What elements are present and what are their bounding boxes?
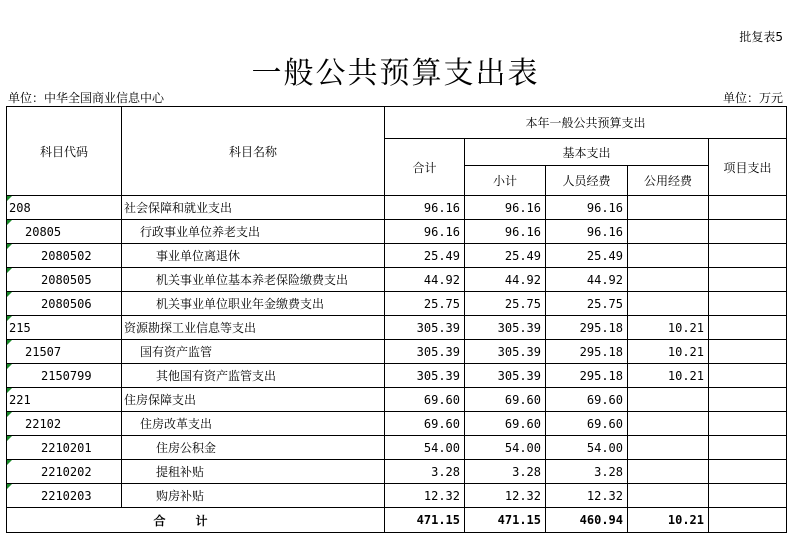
public-cell[interactable]: 10.21 xyxy=(628,364,709,388)
table-row[interactable] xyxy=(7,484,787,508)
total-row[interactable] xyxy=(7,508,787,533)
header-subtotal: 小计 xyxy=(465,166,546,196)
account-code-cell[interactable]: 2080505 xyxy=(7,268,122,292)
project-cell[interactable] xyxy=(709,244,787,268)
account-code-cell[interactable]: 20805 xyxy=(7,220,122,244)
total-cell[interactable]: 54.00 xyxy=(385,436,465,460)
header-basic: 基本支出 xyxy=(465,139,709,166)
public-cell[interactable]: 10.21 xyxy=(628,316,709,340)
table-row[interactable] xyxy=(7,460,787,484)
account-name-cell[interactable]: 机关事业单位职业年金缴费支出 xyxy=(122,292,385,316)
project-cell[interactable] xyxy=(709,460,787,484)
header-code: 科目代码 xyxy=(7,107,122,196)
personnel-cell[interactable]: 69.60 xyxy=(546,388,628,412)
organization-unit: 单位：中华全国商业信息中心 xyxy=(8,91,165,105)
total-cell[interactable]: 44.92 xyxy=(385,268,465,292)
header-group: 本年一般公共预算支出 xyxy=(385,107,787,139)
account-code-cell[interactable]: 2210202 xyxy=(7,460,122,484)
personnel-cell[interactable]: 295.18 xyxy=(546,364,628,388)
subtotal-cell[interactable]: 305.39 xyxy=(465,316,546,340)
page-title: 一般公共预算支出表 xyxy=(251,56,540,91)
project-cell[interactable] xyxy=(709,292,787,316)
account-name-cell[interactable]: 其他国有资产监管支出 xyxy=(122,364,385,388)
table-row[interactable] xyxy=(7,292,787,316)
public-cell[interactable] xyxy=(628,244,709,268)
table-row[interactable] xyxy=(7,268,787,292)
total-project-cell[interactable] xyxy=(709,508,787,533)
project-cell[interactable] xyxy=(709,340,787,364)
table-row[interactable] xyxy=(7,244,787,268)
personnel-cell[interactable]: 96.16 xyxy=(546,220,628,244)
public-cell[interactable] xyxy=(628,388,709,412)
total-cell[interactable]: 69.60 xyxy=(385,412,465,436)
subtotal-cell[interactable]: 69.60 xyxy=(465,412,546,436)
public-cell[interactable] xyxy=(628,460,709,484)
personnel-cell[interactable]: 3.28 xyxy=(546,460,628,484)
personnel-cell[interactable]: 54.00 xyxy=(546,436,628,460)
account-code-cell[interactable]: 22102 xyxy=(7,412,122,436)
total-personnel-cell[interactable]: 460.94 xyxy=(546,508,628,533)
account-name-cell[interactable]: 住房公积金 xyxy=(122,436,385,460)
total-public-cell[interactable]: 10.21 xyxy=(628,508,709,533)
public-cell[interactable] xyxy=(628,196,709,220)
account-code-cell[interactable]: 2210203 xyxy=(7,484,122,508)
project-cell[interactable] xyxy=(709,436,787,460)
table-row[interactable] xyxy=(7,196,787,220)
project-cell[interactable] xyxy=(709,196,787,220)
account-name-cell[interactable]: 事业单位离退休 xyxy=(122,244,385,268)
account-name-cell[interactable]: 行政事业单位养老支出 xyxy=(122,220,385,244)
personnel-cell[interactable]: 25.49 xyxy=(546,244,628,268)
total-label: 合计 xyxy=(7,508,385,533)
account-name-cell[interactable]: 社会保障和就业支出 xyxy=(122,196,385,220)
header-name: 科目名称 xyxy=(122,107,385,196)
personnel-cell[interactable]: 44.92 xyxy=(546,268,628,292)
project-cell[interactable] xyxy=(709,268,787,292)
subtotal-cell[interactable]: 96.16 xyxy=(465,220,546,244)
table-row[interactable] xyxy=(7,220,787,244)
header-row-1 xyxy=(7,107,787,139)
personnel-cell[interactable]: 96.16 xyxy=(546,196,628,220)
personnel-cell[interactable]: 12.32 xyxy=(546,484,628,508)
table-row[interactable] xyxy=(7,388,787,412)
total-total-cell[interactable]: 471.15 xyxy=(385,508,465,533)
personnel-cell[interactable]: 295.18 xyxy=(546,316,628,340)
account-code-cell[interactable]: 2150799 xyxy=(7,364,122,388)
subtotal-cell[interactable]: 25.75 xyxy=(465,292,546,316)
personnel-cell[interactable]: 69.60 xyxy=(546,412,628,436)
project-cell[interactable] xyxy=(709,316,787,340)
public-cell[interactable] xyxy=(628,484,709,508)
total-cell[interactable]: 69.60 xyxy=(385,388,465,412)
form-number: 批复表5 xyxy=(739,30,783,44)
table-row[interactable] xyxy=(7,412,787,436)
total-cell[interactable]: 305.39 xyxy=(385,316,465,340)
account-code-cell[interactable]: 2080502 xyxy=(7,244,122,268)
project-cell[interactable] xyxy=(709,484,787,508)
account-code-cell[interactable]: 2210201 xyxy=(7,436,122,460)
account-name-cell[interactable]: 提租补贴 xyxy=(122,460,385,484)
personnel-cell[interactable]: 295.18 xyxy=(546,340,628,364)
subtotal-cell[interactable]: 54.00 xyxy=(465,436,546,460)
subtotal-cell[interactable]: 12.32 xyxy=(465,484,546,508)
project-cell[interactable] xyxy=(709,412,787,436)
header-total: 合计 xyxy=(385,139,465,196)
total-cell[interactable]: 12.32 xyxy=(385,484,465,508)
public-cell[interactable] xyxy=(628,436,709,460)
account-name-cell[interactable]: 机关事业单位基本养老保险缴费支出 xyxy=(122,268,385,292)
subtotal-cell[interactable]: 305.39 xyxy=(465,340,546,364)
account-code-cell[interactable]: 21507 xyxy=(7,340,122,364)
budget-table xyxy=(6,106,787,533)
account-code-cell[interactable]: 208 xyxy=(7,196,122,220)
subtotal-cell[interactable]: 44.92 xyxy=(465,268,546,292)
total-cell[interactable]: 96.16 xyxy=(385,196,465,220)
public-cell[interactable]: 10.21 xyxy=(628,340,709,364)
project-cell[interactable] xyxy=(709,388,787,412)
project-cell[interactable] xyxy=(709,220,787,244)
subtotal-cell[interactable]: 69.60 xyxy=(465,388,546,412)
table-row[interactable] xyxy=(7,436,787,460)
account-name-cell[interactable]: 住房保障支出 xyxy=(122,388,385,412)
account-code-cell[interactable]: 2080506 xyxy=(7,292,122,316)
account-code-cell[interactable]: 215 xyxy=(7,316,122,340)
public-cell[interactable] xyxy=(628,268,709,292)
header-project: 项目支出 xyxy=(709,139,787,196)
personnel-cell[interactable]: 25.75 xyxy=(546,292,628,316)
table-row[interactable] xyxy=(7,364,787,388)
total-cell[interactable]: 25.49 xyxy=(385,244,465,268)
subtotal-cell[interactable]: 3.28 xyxy=(465,460,546,484)
header-personnel: 人员经费 xyxy=(546,166,628,196)
header-public: 公用经费 xyxy=(628,166,709,196)
total-cell[interactable]: 3.28 xyxy=(385,460,465,484)
account-name-cell[interactable]: 住房改革支出 xyxy=(122,412,385,436)
table-row[interactable] xyxy=(7,340,787,364)
account-code-cell[interactable]: 221 xyxy=(7,388,122,412)
subtotal-cell[interactable]: 305.39 xyxy=(465,364,546,388)
public-cell[interactable] xyxy=(628,412,709,436)
account-name-cell[interactable]: 购房补贴 xyxy=(122,484,385,508)
account-name-cell[interactable]: 资源勘探工业信息等支出 xyxy=(122,316,385,340)
project-cell[interactable] xyxy=(709,364,787,388)
subtotal-cell[interactable]: 25.49 xyxy=(465,244,546,268)
total-cell[interactable]: 305.39 xyxy=(385,364,465,388)
total-subtotal-cell[interactable]: 471.15 xyxy=(465,508,546,533)
total-cell[interactable]: 25.75 xyxy=(385,292,465,316)
public-cell[interactable] xyxy=(628,292,709,316)
currency-unit: 单位：万元 xyxy=(722,91,783,105)
table-row[interactable] xyxy=(7,316,787,340)
public-cell[interactable] xyxy=(628,220,709,244)
subtotal-cell[interactable]: 96.16 xyxy=(465,196,546,220)
total-cell[interactable]: 305.39 xyxy=(385,340,465,364)
total-cell[interactable]: 96.16 xyxy=(385,220,465,244)
account-name-cell[interactable]: 国有资产监管 xyxy=(122,340,385,364)
